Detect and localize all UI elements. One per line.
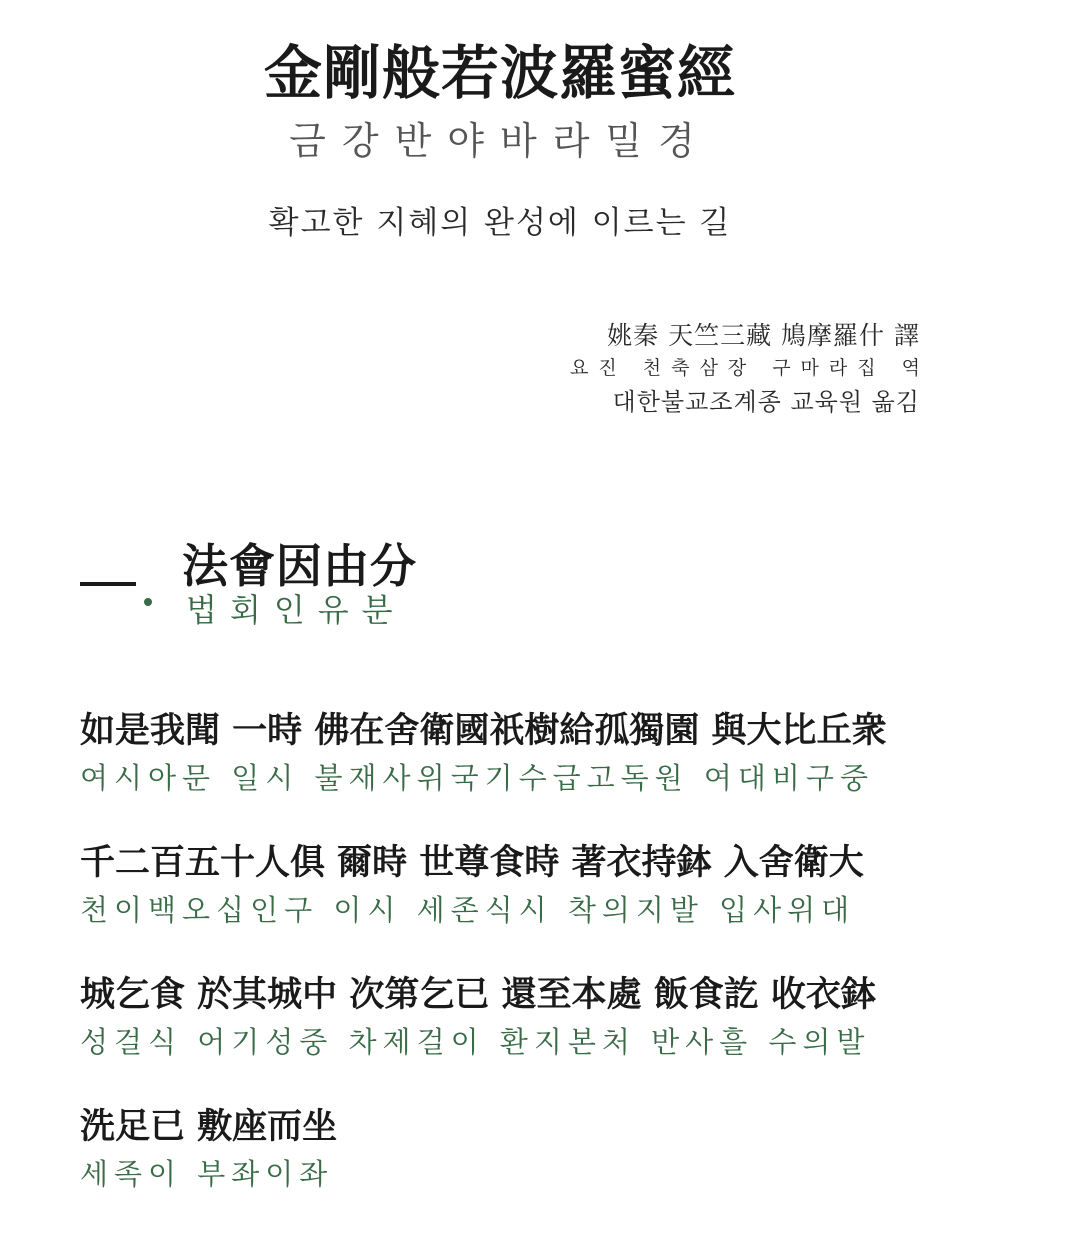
section-title-hanja: 法會因由分 xyxy=(182,539,417,593)
translation-credits xyxy=(569,318,930,422)
translator-hangul: 요진 천축삼장 구마라집 역 xyxy=(569,357,930,379)
verse-block xyxy=(80,706,940,800)
section-heading xyxy=(80,536,600,636)
sutra-title-hangul: 금강반야바라밀경 xyxy=(289,119,711,163)
verse-hangul: 천이백오십인구 이시 세존식시 착의지발 입사위대 xyxy=(80,893,856,927)
verse-hangul: 여시아문 일시 불재사위국기수급고독원 여대비구중 xyxy=(80,761,874,795)
sutra-subtitle: 확고한 지혜의 완성에 이르는 길 xyxy=(268,205,732,241)
verse-hanja: 千二百五十人俱 爾時 世尊食時 著衣持鉢 入舍衛大 xyxy=(80,842,864,883)
verse-list xyxy=(80,706,940,1234)
section-number-mark xyxy=(80,582,136,586)
verse-block xyxy=(80,970,940,1064)
sutra-title-hanja: 金剛般若波羅蜜經 xyxy=(263,39,736,107)
bullet-dot-icon xyxy=(144,598,152,606)
verse-hanja: 如是我聞 一時 佛在舍衛國祇樹給孤獨園 與大比丘衆 xyxy=(80,710,887,751)
verse-hangul: 세족이 부좌이좌 xyxy=(80,1157,334,1191)
verse-block xyxy=(80,838,940,932)
translator-hanja: 姚秦 天竺三藏 鳩摩羅什 譯 xyxy=(607,321,920,350)
section-title-hangul: 법회인유분 xyxy=(186,591,406,629)
verse-hangul: 성걸식 어기성중 차제걸이 환지본처 반사흘 수의발 xyxy=(80,1025,871,1059)
verse-hanja: 城乞食 於其城中 次第乞已 還至本處 飯食訖 收衣鉢 xyxy=(80,974,876,1015)
verse-hanja: 洗足已 敷座而坐 xyxy=(80,1106,338,1147)
publisher-credit: 대한불교조계종 교육원 옮김 xyxy=(612,388,920,416)
verse-block xyxy=(80,1102,940,1196)
